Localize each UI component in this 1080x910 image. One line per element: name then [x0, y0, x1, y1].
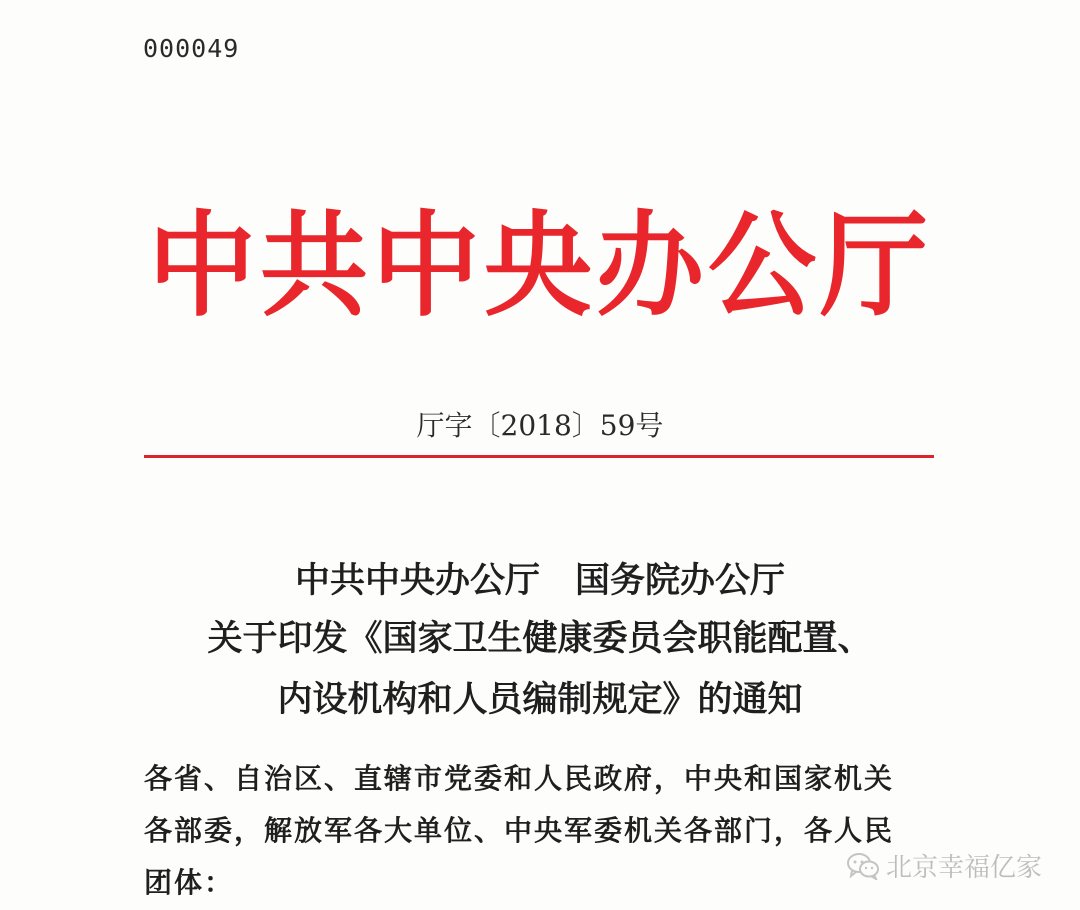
watermark-text: 北京幸福亿家 [886, 853, 1043, 883]
reference-number: 厅字〔2018〕59号 [416, 409, 664, 442]
notice-title-line-1: 中共中央办公厅 国务院办公厅 [294, 560, 785, 601]
body-text-line-3: 团体： [144, 866, 235, 899]
document-serial-number: 000049 [143, 34, 240, 63]
notice-title-line-2: 关于印发《国家卫生健康委员会职能配置、 [207, 618, 873, 659]
body-text-line-1: 各省、自治区、直辖市党委和人民政府，中央和国家机关 [144, 762, 895, 795]
notice-title-line-3: 内设机构和人员编制规定》的通知 [277, 679, 803, 720]
red-divider-line [144, 455, 934, 458]
watermark [846, 847, 1042, 884]
body-text-line-2: 各部委，解放军各大单位、中央军委机关各部门，各人民 [144, 814, 895, 847]
wechat-icon [846, 852, 880, 880]
issuer-red-header: 中共中央办公厅 [147, 199, 932, 333]
